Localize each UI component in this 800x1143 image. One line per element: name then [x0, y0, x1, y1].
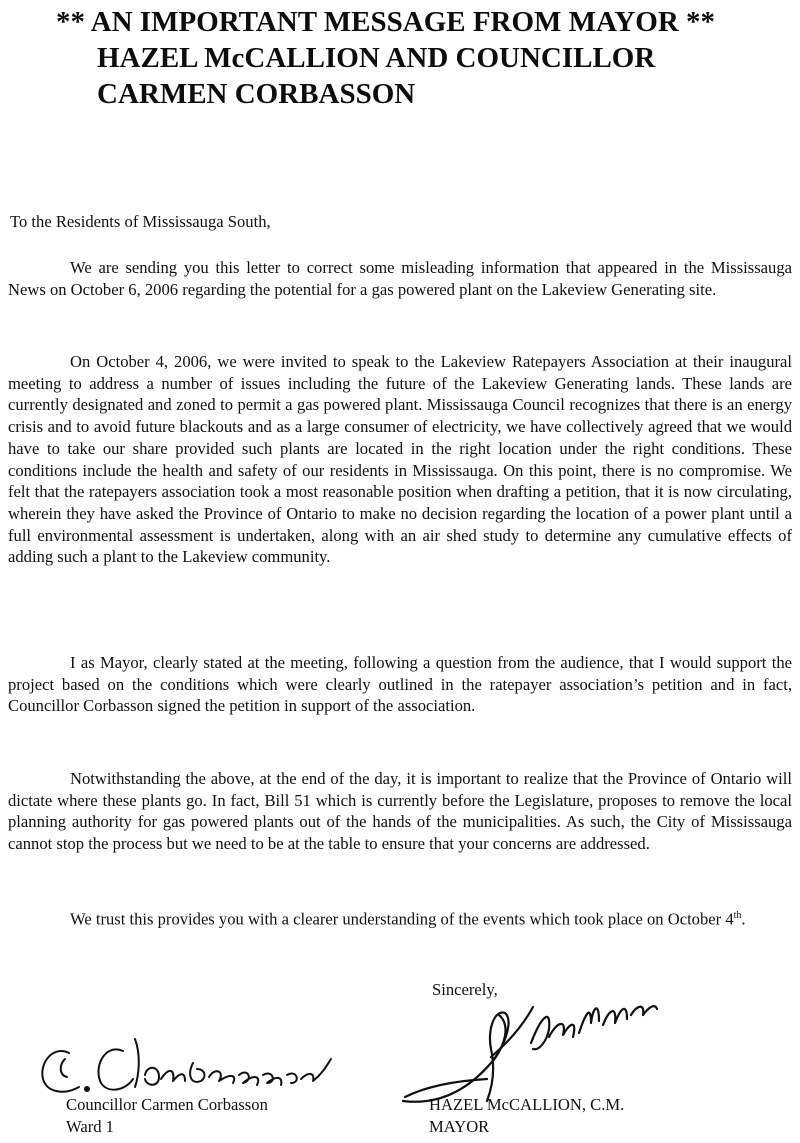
- councillor-name: Councillor Carmen Corbasson: [66, 1095, 268, 1114]
- councillor-name-block: [66, 1094, 268, 1138]
- mayor-title: MAYOR: [429, 1117, 490, 1136]
- salutation: To the Residents of Mississauga South,: [10, 212, 271, 231]
- paragraph-5: [8, 905, 792, 930]
- mayor-name: HAZEL McCALLION, C.M.: [429, 1095, 625, 1114]
- paragraph-4-text: Notwithstanding the above, at the end of the day, it is important to realize that the Province of Ontario will dictate where these plants go. In fact, Bill 51 which is currently before the Legislature, proposes to remove the local planning authority for gas powered plants out of the hands of the municipalities. As such, the City of Mississauga cannot stop the process but we need to be at the table to ensure that your concerns are addressed.: [8, 769, 792, 854]
- headline-line-1: ** AN IMPORTANT MESSAGE FROM MAYOR **: [56, 6, 716, 38]
- councillor-signature: [35, 1015, 335, 1105]
- mayor-name-block: [429, 1094, 624, 1138]
- paragraph-5-period: .: [741, 909, 746, 929]
- paragraph-4: [8, 768, 792, 855]
- headline-line-2: HAZEL McCALLION AND COUNCILLOR: [97, 42, 656, 74]
- paragraph-2-text: On October 4, 2006, we were invited to speak to the Lakeview Ratepayers Association at their inaugural meeting to address a number of issues including the future of the Lakeview Generating lands. These lands are currently designated and zoned to permit a gas powered plant. Mississauga Council recognizes that there is an energy crisis and to avoid future blackouts and as a large consumer of electricity, we have collectively agreed that we would have to take our share provided such plants are located in the right location under the right conditions. These conditions include the health and safety of our residents in Mississauga. On this point, there is no compromise. We felt that the ratepayers association took a most reasonable position when drafting a petition, that it is now circulating, wherein they have asked the Province of Ontario to make no decision regarding the location of a power plant until a full environmental assessment is undertaken, along with an air shed study to determine any cumulative effects of adding such a plant to the Lakeview community.: [8, 352, 792, 567]
- paragraph-1-text: We are sending you this letter to correct some misleading information that appeared in the Mississauga News on October 6, 2006 regarding the potential for a gas powered plant on the Lakeview Generating site.: [8, 258, 792, 299]
- headline-line-3: CARMEN CORBASSON: [97, 78, 416, 110]
- closing: Sincerely,: [432, 980, 498, 999]
- paragraph-3-text: I as Mayor, clearly stated at the meeting, following a question from the audience, that I would support the project based on the conditions which were clearly outlined in the ratepayer association’s petition and in fact, Councillor Corbasson signed the petition in support of the association.: [8, 653, 792, 716]
- councillor-ward: Ward 1: [66, 1117, 114, 1136]
- paragraph-1: [8, 257, 792, 300]
- paragraph-5-text: We trust this provides you with a clearer understanding of the events which took place on October 4: [70, 909, 734, 929]
- headline: [56, 4, 796, 112]
- paragraph-2: [8, 351, 792, 568]
- paragraph-3: [8, 652, 792, 717]
- paragraph-5-ordinal-suffix: th: [733, 910, 742, 921]
